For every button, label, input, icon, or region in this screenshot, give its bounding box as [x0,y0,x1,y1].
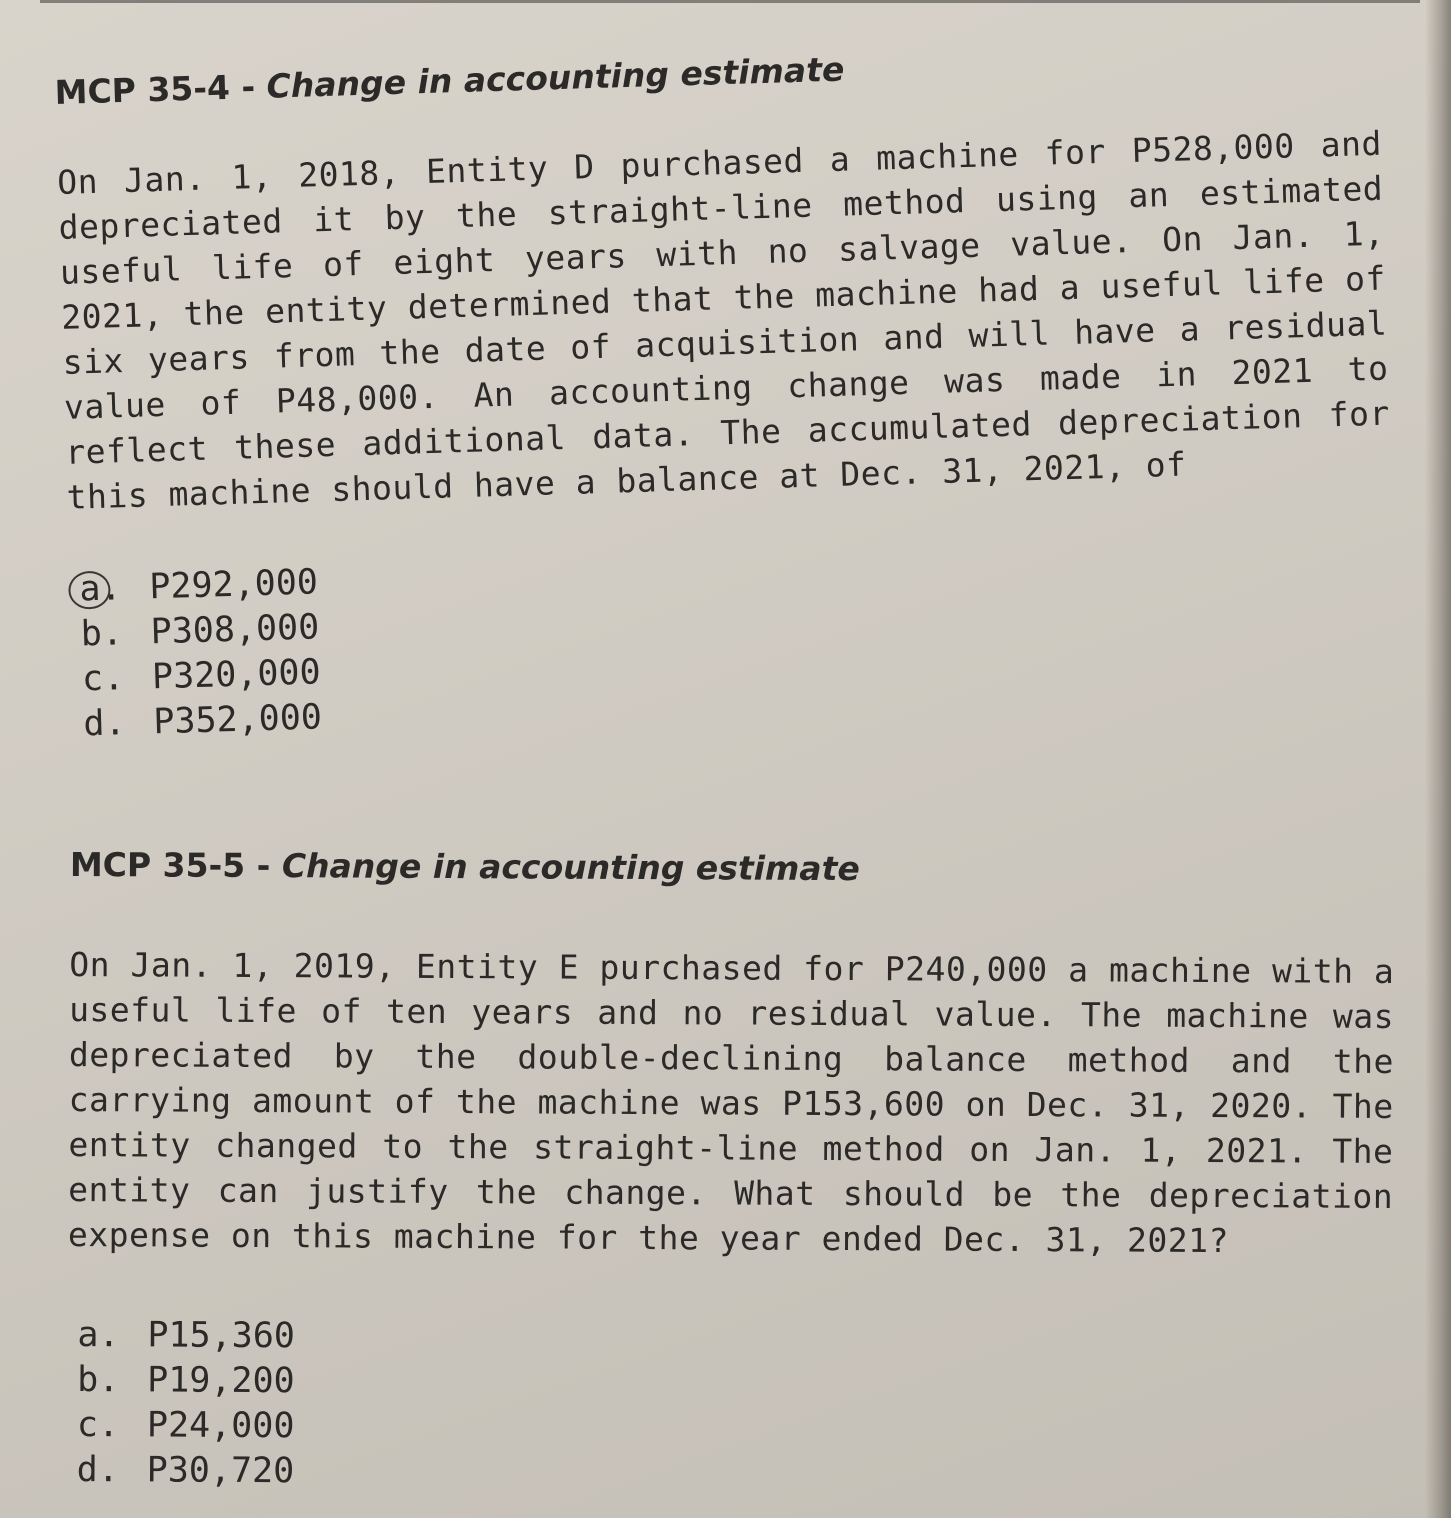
page-spine-shadow [1425,0,1451,1518]
question-text: On Jan. 1, 2019, Entity E purchased for P240,000 a machine with a useful life of ten years and no residual value. The machine was depreciated by the double-declining balance method and the carrying amount of the machine was P153,600 on Dec. 31, 2020. The entity changed to the straight-line method on Jan. 1, 2021. The entity can justify the change. What should be the depreciation expense on this machine for the year ended Dec. 31, 2021? [67,944,1395,1261]
choice-value: P19,200 [147,1360,295,1402]
problem-topic: Change in accounting estimate [265,49,845,106]
choice-value: P30,720 [146,1450,295,1492]
choice-value: P15,360 [147,1315,296,1357]
choice-value: P308,000 [150,607,320,653]
problem-heading [54,30,1395,116]
question-text: On Jan. 1, 2018, Entity D purchased a machine for P528,000 and depreciated it by the straight-line method using an estimated useful life of eight years with no salvage value. On Jan. 1, 2021, the entity determined that the machine had a useful life of six years from the date of acquisition and will have a residual value of P48,000. An accounting change was made in 2021 to reflect these additional data. The accumulated depreciation for this machine should have a balance at Dec. 31, 2021, of [56,123,1391,517]
choice-letter: c. [76,1405,120,1446]
choice-value: P352,000 [152,697,323,743]
choice-value: P292,000 [148,562,319,608]
answer-choices [69,528,1414,748]
problem-code: MCP 35-5 [69,844,246,885]
choice-value: P320,000 [151,652,322,698]
choice-b [77,1358,1407,1410]
choice-letter: b. [80,613,124,655]
choice-c [77,1403,1407,1455]
problem-mcp-35-4 [54,30,1414,747]
choice-value: P24,000 [146,1405,295,1447]
heading-separator: - [245,845,282,886]
choice-d [77,1448,1407,1500]
problem-code: MCP 35-4 [54,67,231,112]
problem-topic: Change in accounting estimate [281,846,860,889]
choice-a [77,1313,1407,1365]
problem-mcp-35-5 [67,842,1410,1500]
choice-letter: c. [81,658,125,700]
choice-letter: d. [82,703,127,745]
choice-letter: a. [77,1315,120,1356]
choice-letter-circled: a. [79,565,150,612]
choice-letter: b. [77,1360,120,1401]
answer-choices [67,1313,1408,1500]
problem-heading [70,842,1410,895]
heading-separator: - [229,66,268,107]
choice-letter: d. [76,1450,119,1491]
page-top-edge [40,0,1420,3]
